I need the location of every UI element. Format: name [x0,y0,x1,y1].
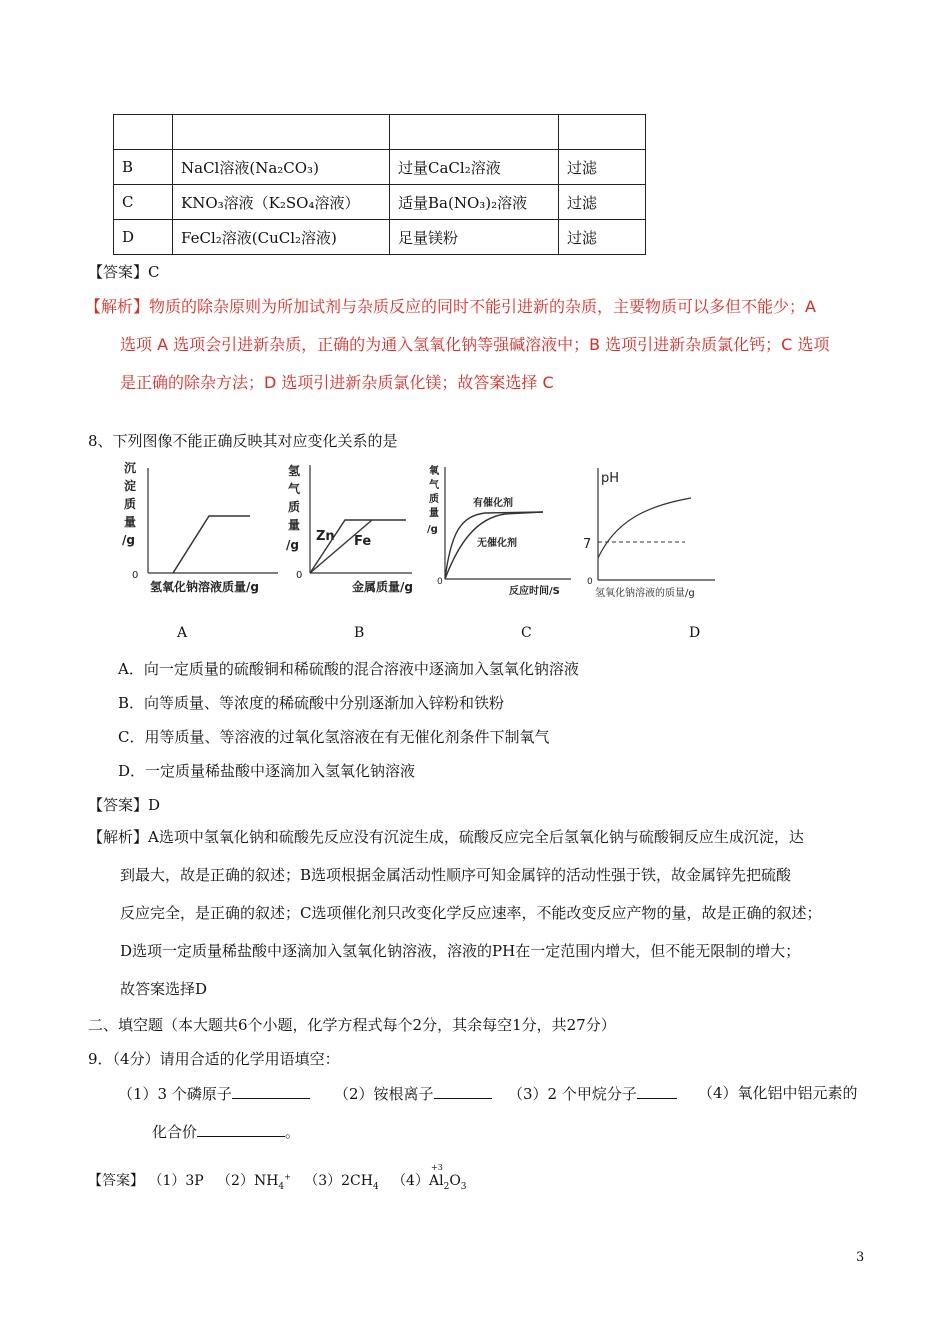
table-cell: 过滤 [559,150,646,185]
q9-part3-label: （3）2 个甲烷分子 [508,1085,637,1103]
graph-c-nocat-label: 无催化剂 [477,538,517,549]
q9-answer-4-valence: +3 [430,1163,443,1172]
q7-analysis-line: 选项 A 选项会引进新杂质，正确的为通入氢氧化钠等强碱溶液中；B 选项引进新杂质氯化钙；C 选项 [120,335,830,354]
table-cell: B [114,150,173,185]
table-cell [114,115,173,150]
table-cell: 过量CaCl₂溶液 [390,150,559,185]
q8-analysis-line: 故答案选择D [120,980,208,998]
q7-analysis-line: 是正确的除杂方法；D 选项引进新杂质氯化镁；故答案选择 C [120,373,554,392]
q9-part3 [508,1082,677,1104]
q9-answer-3-sub: 4 [372,1181,379,1192]
q8-analysis-line: D选项一定质量稀盐酸中逐滴加入氢氧化钠溶液，溶液的PH在一定范围内增大，但不能无限制的增大； [120,942,801,960]
section-heading: 二、填空题（本大题共6个小题，化学方程式每个2分，其余每空1分，共27分） [88,1016,616,1034]
graph-b-ylabel: /g [286,538,299,552]
table-cell [390,115,559,150]
graph-b-zn-label: Zn [316,529,335,544]
q9-part1-label: （1）3 个磷原子 [118,1085,232,1103]
q9-answer-2-text: （2）NH [217,1173,279,1189]
q8-answer: 【答案】D [88,796,161,814]
q8-analysis-line: 【解析】A选项中氢氧化钠和硫酸先反应没有沉淀生成，硫酸反应完全后氢氧化钠与硫酸铜反应生成沉淀，达 [88,828,804,846]
q9-part4-cont [152,1120,300,1142]
page-number: 3 [856,1250,865,1265]
q9-part4b-label: 化合价 [152,1123,198,1141]
q9-part4: （4）氧化铝中铝元素的 [698,1084,858,1102]
q9-blank-2 [434,1082,492,1099]
graph-c-letter: C [521,625,532,641]
graph-a-letter: A [177,625,188,641]
q9-blank-3 [637,1082,677,1099]
table-cell: FeCl₂溶液(CuCl₂溶液) [173,220,390,255]
graph-b-letter: B [354,625,365,641]
graph-b-ylabel: 质 [288,500,301,514]
graph-b-ylabel: 氢 [288,464,301,478]
graph-c-ylabel: 质 [429,494,439,505]
q9-answer-3 [304,1173,379,1192]
graph-c-ylabel: 氧 [429,466,439,477]
graph-a-ylabel: /g [122,533,135,547]
graph-a-ylabel: 质 [124,497,137,511]
table-row [114,115,646,150]
table-row [114,150,646,185]
q7-answer: 【答案】C [88,263,160,281]
graph-b-xlabel: 金属质量/g [352,580,413,594]
q8-option-c: C．用等质量、等溶液的过氧化氢溶液在有无催化剂条件下制氧气 [118,728,550,746]
q9-answer-label: 【答案】 [88,1173,144,1189]
q8-analysis-line: 反应完全，是正确的叙述；C选项催化剂只改变化学反应速率，不能改变反应产物的量，故是正确的叙述； [120,904,822,922]
table-row [114,185,646,220]
table-cell: 过滤 [559,185,646,220]
graph-c-cat-label: 有催化剂 [473,498,513,509]
q9-blank-1 [232,1082,310,1099]
table-row [114,220,646,255]
graph-d-letter: D [689,625,701,641]
q9-answer [88,1163,467,1192]
table-cell: 足量镁粉 [390,220,559,255]
q8-option-b: B．向等质量、等浓度的稀硫酸中分别逐渐加入锌粉和铁粉 [118,694,505,712]
q9-answer-2 [217,1172,291,1192]
q7-analysis-line: 【解析】物质的除杂原则为所加试剂与杂质反应的同时不能引进新的杂质，主要物质可以多但不能少；A [85,297,816,316]
option-table [113,114,646,255]
q9-answer-4-text: （4） [392,1173,429,1189]
graph-b-fe-label: Fe [354,534,372,549]
graph-c-ylabel: 量 [429,508,439,519]
q9-stem: 9．（4分）请用合适的化学用语填空： [88,1050,340,1068]
graph-c-origin: 0 [437,577,443,587]
q9-answer-4-sub2: 3 [460,1181,467,1192]
table-cell: D [114,220,173,255]
q9-part4-end: 。 [285,1123,301,1141]
q8-option-d: D．一定质量稀盐酸中逐滴加入氢氧化钠溶液 [118,762,416,780]
graph-d [585,462,725,602]
q8-option-a: A．向一定质量的硫酸铜和稀硫酸的混合溶液中逐滴加入氢氧化钠溶液 [118,660,579,678]
graph-a-origin: 0 [132,570,139,581]
q9-blank-4 [197,1120,285,1137]
graph-a-ylabel: 量 [124,515,137,529]
q9-part2-label: （2）铵根离子 [334,1085,434,1103]
graph-b-origin: 0 [296,570,303,581]
graph-a [118,460,283,600]
graph-a-xlabel: 氢氧化钠溶液质量/g [150,580,259,594]
table-cell: KNO₃溶液（K₂SO₄溶液） [173,185,390,220]
table-cell: NaCl溶液(Na₂CO₃) [173,150,390,185]
table-cell [559,115,646,150]
graph-b-ylabel: 气 [288,482,301,496]
table-cell: 适量Ba(NO₃)₂溶液 [390,185,559,220]
q9-answer-4 [392,1163,467,1192]
q9-part2 [334,1082,492,1104]
q9-answer-1: （1）3P [148,1173,204,1189]
graph-a-ylabel: 淀 [124,479,137,493]
q9-answer-4-sub1: 2 [443,1181,450,1192]
table-cell: C [114,185,173,220]
graph-c-xlabel: 反应时间/S [509,586,560,597]
graph-c-ylabel: /g [427,524,438,535]
q8-analysis-line: 到最大，故是正确的叙述；B选项根据金属活动性顺序可知金属锌的活动性强于铁，故金属锌先把硫酸 [120,866,792,884]
q9-answer-2-sub: 4 [278,1181,285,1192]
q8-stem: 8、下列图像不能正确反映其对应变化关系的是 [88,432,398,450]
table-cell [173,115,390,150]
graph-c-ylabel: 气 [429,480,439,491]
graph-a-ylabel: 沉 [124,461,137,475]
graph-d-seven: 7 [583,537,592,552]
graph-d-xlabel: 氢氧化钠溶液的质量/g [595,588,695,599]
graph-d-ylabel: pH [601,471,620,486]
q9-answer-3-text: （3）2CH [304,1173,373,1189]
graph-b-ylabel: 量 [288,518,301,532]
graph-c [425,462,575,602]
q9-answer-4-o: O [449,1173,461,1189]
q9-part1 [118,1082,310,1104]
q9-answer-4-al: Al [428,1173,444,1189]
table-cell: 过滤 [559,220,646,255]
q9-answer-2-sup: + [284,1172,291,1182]
graph-d-origin: 0 [587,577,593,587]
graph-b [282,460,417,600]
